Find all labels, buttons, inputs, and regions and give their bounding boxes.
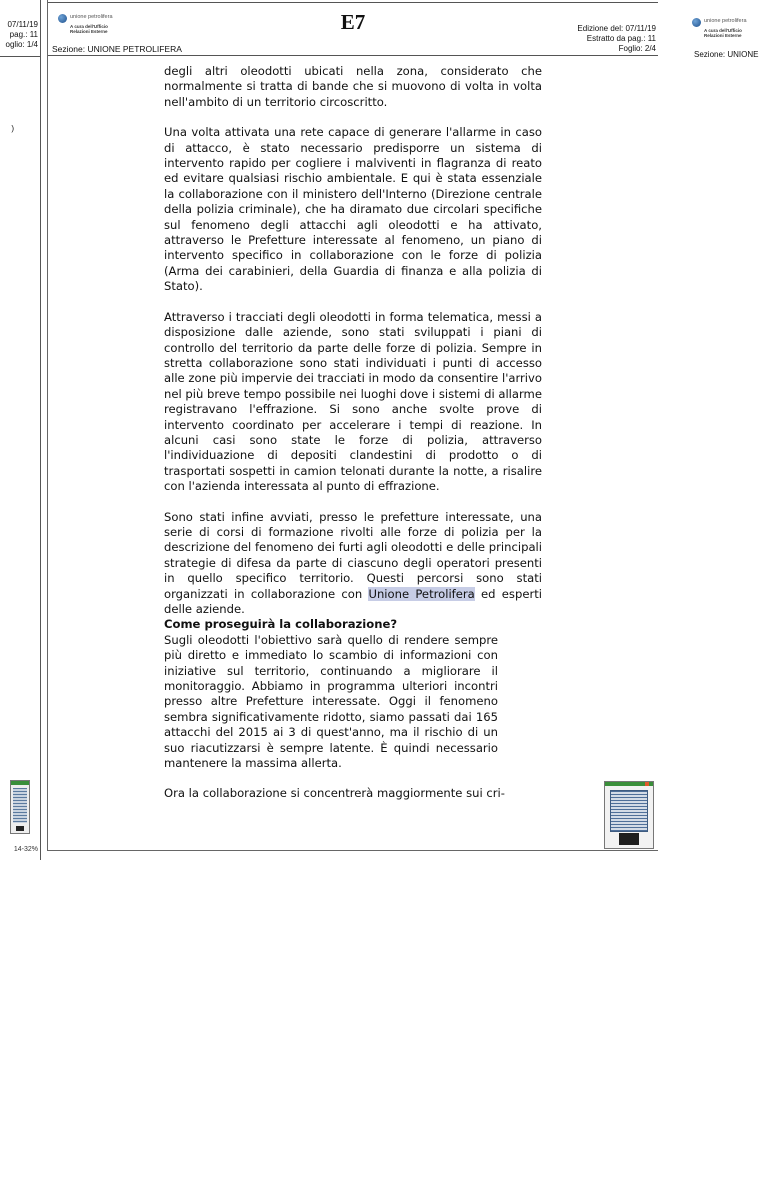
previous-page-edge bbox=[0, 0, 41, 860]
previous-header-rule bbox=[0, 56, 40, 57]
interview-question: Come proseguirà la collaborazione? bbox=[164, 617, 398, 632]
previous-page-thumbnail[interactable] bbox=[10, 780, 30, 834]
next-page-section: Sezione: UNIONE bbox=[694, 50, 759, 59]
edition-date: Edizione del: 07/11/19 bbox=[577, 24, 656, 33]
globe-icon bbox=[692, 18, 701, 27]
extract-page: Estratto da pag.: 11 bbox=[586, 34, 656, 43]
previous-sheet: oglio: 1/4 bbox=[5, 40, 38, 49]
next-page-edge bbox=[688, 0, 768, 70]
sheet-number: Foglio: 2/4 bbox=[618, 44, 656, 53]
section-label: Sezione: UNIONE PETROLIFERA bbox=[52, 44, 182, 54]
clipping-meta bbox=[577, 24, 656, 54]
paragraph-1: degli altri oleodotti ubicati nella zona, considerato che normalmente si tratta di bande che si muovono di volta in volta nell'ambito di un territorio circoscritto. bbox=[164, 64, 542, 109]
top-rule bbox=[48, 2, 658, 3]
clipping-page bbox=[47, 0, 658, 851]
previous-edition-date: 07/11/19 bbox=[7, 20, 38, 29]
next-page-logo bbox=[692, 18, 762, 48]
previous-page-meta bbox=[6, 20, 38, 50]
paragraph-3: Attraverso i tracciati degli oleodotti in forma telematica, messi a disposizione dalle aziende, sono stati sviluppati i piani di controllo del territorio da parte delle forze di polizia. Sempre in stretta collaborazione sono stati individuati i punti di accesso alle zone più impervie dei tracciati in modo da consentire l'arrivo nel più breve tempo possibile nei luoghi dove i sistemi di allarme registravano l'effrazione. Si sono anche svolte prove di intervento coordinato per accelerare i tempi di reazione. In alcuni casi sono state le forze di polizia, attraverso l'individuazione di depositi clandestini di prodotto o di trasportati sospetti in camion telonati durante la notte, a risalire con l'azienda interessata al punto di effrazione. bbox=[164, 309, 542, 494]
header-rule bbox=[48, 55, 658, 56]
paragraph-5: Sugli oleodotti l'obiettivo sarà quello di rendere sempre più diretto e immediato lo scambio di informazioni con iniziative sul territorio, continuando a migliorare il monitoraggio. Abbiamo in programma ulteriori incontri presso altre Prefetture interessate. Oggi il fenomeno sembra significativamente ridotto, siamo passati dai 165 attacchi del 2015 ai 3 di quest'anno, ma il rischio di un suo riacutizzarsi è sempre latente. È quindi necessario mantenere la massima allerta. bbox=[164, 632, 498, 771]
paragraph-6: Ora la collaborazione si concentrerà maggiormente sui cri- bbox=[164, 786, 505, 801]
highlighted-term[interactable]: Unione Petrolifera bbox=[368, 586, 475, 601]
next-page-brand: unione petrolifera bbox=[704, 18, 747, 24]
article-body bbox=[164, 64, 542, 817]
paragraph-4: Sono stati infine avviati, presso le prefetture interessate, una serie di corsi di formazione rivolti alle forze di polizia per la descrizione del fenomeno dei furti agli oleodotti e delle principali strategie di difesa da parte di ciascuno degli operatori presenti in quello specifico territorio. Questi percorsi sono stati organizzati in collaborazione con Unione Petrolifera ed esperti delle aziende. bbox=[164, 509, 542, 616]
logo-caption: A cura dell'Ufficio Relazioni Esterne bbox=[70, 24, 108, 34]
logo-brand: unione petrolifera bbox=[70, 14, 113, 20]
page-thumbnail[interactable] bbox=[604, 781, 654, 849]
previous-page-mark: ) bbox=[11, 124, 14, 133]
page-code: E7 bbox=[340, 10, 366, 34]
paragraph-2: Una volta attivata una rete capace di generare l'allarme in caso di attacco, è stato necessario predisporre un sistema di intervento rapido per cogliere i malviventi in flagranza di reato ed evitare qualsiasi rischio ambientale. E qui è stata essenziale la collaborazione con il ministero dell'Interno (Direzione centrale della polizia criminale), che ha diramato due circolari specifiche sul fenomeno degli attacchi agli oleodotti e ha attivato, attraverso le Prefetture interessate al fenomeno, un piano di intervento specifico in collaborazione con le forze di polizia (Arma dei carabinieri, della Guardia di finanza e alla polizia di Stato). bbox=[164, 125, 542, 294]
previous-extract-page: pag.: 11 bbox=[9, 30, 38, 39]
previous-page-percent: 14-32% bbox=[13, 846, 38, 853]
next-page-logo-caption: A cura dell'Ufficio Relazioni Esterne bbox=[704, 28, 742, 38]
